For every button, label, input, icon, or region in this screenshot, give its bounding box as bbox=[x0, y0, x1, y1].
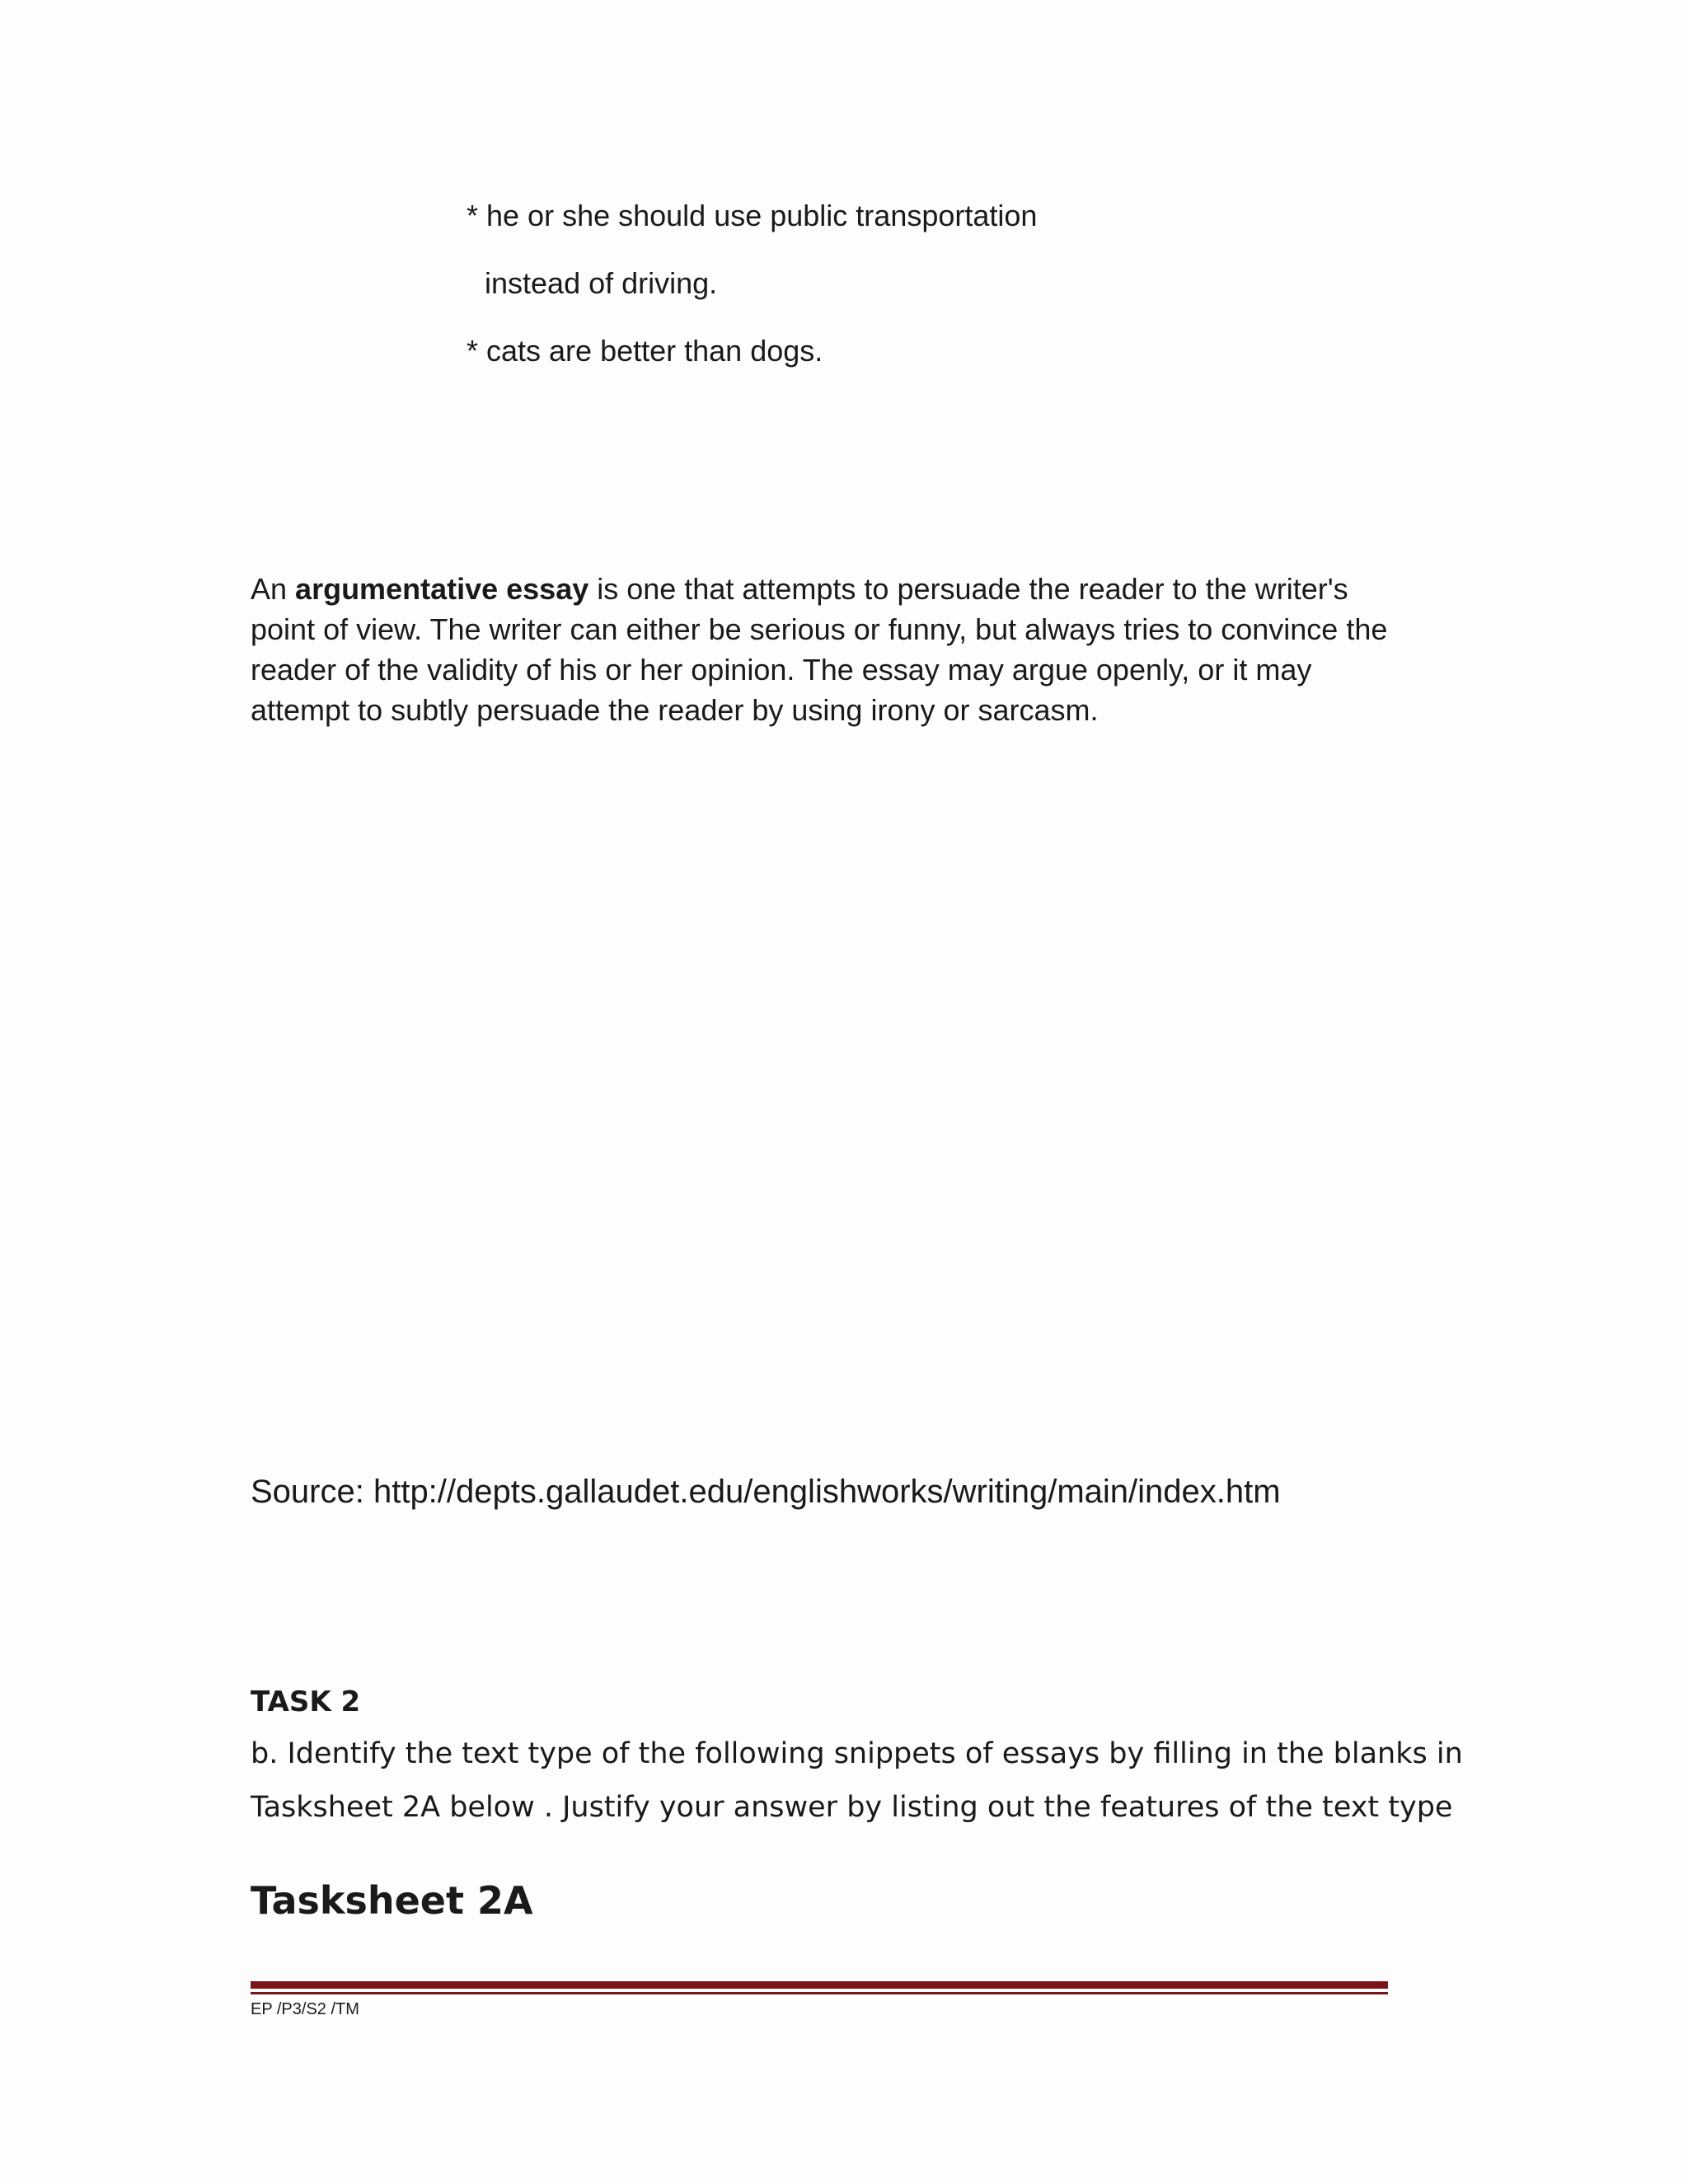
bullet-continuation: instead of driving. bbox=[485, 266, 718, 300]
task-heading: TASK 2 bbox=[251, 1685, 361, 1718]
definition-intro: An bbox=[251, 572, 296, 606]
bullet-public-transportation: * he or she should use public transportation bbox=[467, 199, 1038, 232]
bullet-cats-dogs: * cats are better than dogs. bbox=[467, 334, 823, 368]
footer-rule-thick bbox=[251, 1981, 1388, 1989]
source-citation: Source: http://depts.gallaudet.edu/englishworks/writing/main/index.htm bbox=[251, 1474, 1281, 1510]
footer-rule-thin bbox=[251, 1992, 1388, 1994]
definition-line1-rest: is one that attempts to persuade the reader to the writer's bbox=[588, 572, 1348, 606]
definition-line-1 bbox=[251, 569, 1446, 609]
task-instruction-line-1: b. Identify the text type of the following snippets of essays by filling in the blanks in bbox=[251, 1737, 1463, 1770]
tasksheet-title: Tasksheet 2A bbox=[251, 1878, 533, 1923]
task-instruction-line-2: Tasksheet 2A below . Justify your answer by listing out the features of the text type bbox=[251, 1791, 1453, 1824]
definition-term: argumentative essay bbox=[295, 572, 589, 606]
definition-line-4: attempt to subtly persuade the reader by using irony or sarcasm. bbox=[251, 693, 1099, 727]
argumentative-essay-definition bbox=[251, 569, 1446, 730]
definition-line-3: reader of the validity of his or her opinion. The essay may argue openly, or it may bbox=[251, 653, 1312, 687]
definition-line-2: point of view. The writer can either be serious or funny, but always tries to convince the bbox=[251, 612, 1388, 646]
footer-document-code: EP /P3/S2 /TM bbox=[251, 2000, 359, 2018]
